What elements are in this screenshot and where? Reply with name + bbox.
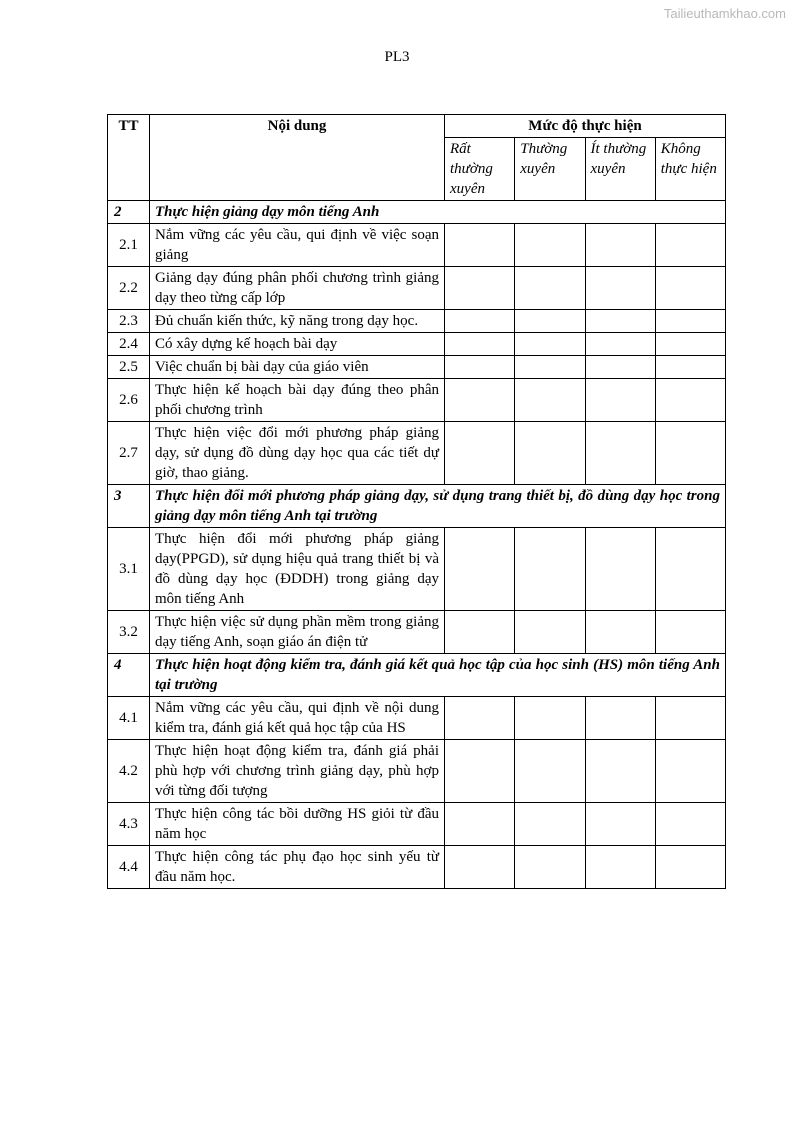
table-row — [108, 356, 726, 379]
item-number: 4.1 — [108, 697, 150, 740]
header-level-very-often: Rất thường xuyên — [445, 138, 515, 201]
item-number: 3.2 — [108, 611, 150, 654]
rating-cell-often[interactable] — [515, 224, 585, 267]
rating-cell-very-often[interactable] — [445, 356, 515, 379]
rating-cell-very-often[interactable] — [445, 422, 515, 485]
table-row — [108, 310, 726, 333]
rating-cell-very-often[interactable] — [445, 310, 515, 333]
rating-cell-never[interactable] — [655, 422, 725, 485]
item-number: 2.7 — [108, 422, 150, 485]
item-number: 2.1 — [108, 224, 150, 267]
rating-cell-rarely[interactable] — [585, 528, 655, 611]
item-text: Thực hiện việc sử dụng phần mềm trong giảng dạy tiếng Anh, soạn giáo án điện tử — [150, 611, 445, 654]
watermark: Tailieuthamkhao.com — [663, 6, 786, 21]
item-text: Nắm vững các yêu cầu, qui định về việc soạn giảng — [150, 224, 445, 267]
rating-cell-never[interactable] — [655, 740, 725, 803]
rating-cell-never[interactable] — [655, 697, 725, 740]
section-title: Thực hiện hoạt động kiểm tra, đánh giá kết quả học tập của học sinh (HS) môn tiếng Anh tại trường — [150, 654, 726, 697]
rating-cell-very-often[interactable] — [445, 611, 515, 654]
item-number: 2.6 — [108, 379, 150, 422]
section-title: Thực hiện giảng dạy môn tiếng Anh — [150, 201, 726, 224]
rating-cell-very-often[interactable] — [445, 528, 515, 611]
header-level-often: Thường xuyên — [515, 138, 585, 201]
item-text: Thực hiện công tác bồi dưỡng HS giỏi từ đầu năm học — [150, 803, 445, 846]
rating-cell-rarely[interactable] — [585, 611, 655, 654]
section-number: 4 — [108, 654, 150, 697]
rating-cell-never[interactable] — [655, 803, 725, 846]
rating-cell-very-often[interactable] — [445, 379, 515, 422]
item-number: 2.3 — [108, 310, 150, 333]
item-number: 2.2 — [108, 267, 150, 310]
rating-cell-often[interactable] — [515, 740, 585, 803]
rating-cell-never[interactable] — [655, 528, 725, 611]
rating-cell-rarely[interactable] — [585, 379, 655, 422]
item-text: Đủ chuẩn kiến thức, kỹ năng trong dạy học. — [150, 310, 445, 333]
rating-cell-very-often[interactable] — [445, 740, 515, 803]
rating-cell-very-often[interactable] — [445, 224, 515, 267]
rating-cell-often[interactable] — [515, 611, 585, 654]
item-number: 2.4 — [108, 333, 150, 356]
rating-cell-rarely[interactable] — [585, 356, 655, 379]
item-text: Giảng dạy đúng phân phối chương trình giảng dạy theo từng cấp lớp — [150, 267, 445, 310]
rating-cell-never[interactable] — [655, 379, 725, 422]
table-row — [108, 611, 726, 654]
table-row — [108, 224, 726, 267]
table-row — [108, 267, 726, 310]
rating-cell-rarely[interactable] — [585, 333, 655, 356]
item-text: Có xây dựng kế hoạch bài dạy — [150, 333, 445, 356]
rating-cell-rarely[interactable] — [585, 803, 655, 846]
rating-cell-often[interactable] — [515, 422, 585, 485]
item-number: 4.3 — [108, 803, 150, 846]
rating-cell-very-often[interactable] — [445, 846, 515, 889]
rating-cell-never[interactable] — [655, 224, 725, 267]
table-row — [108, 740, 726, 803]
rating-cell-often[interactable] — [515, 803, 585, 846]
item-number: 2.5 — [108, 356, 150, 379]
item-text: Thực hiện kế hoạch bài dạy đúng theo phân phối chương trình — [150, 379, 445, 422]
table-row — [108, 333, 726, 356]
rating-cell-often[interactable] — [515, 267, 585, 310]
table-row — [108, 803, 726, 846]
header-level-never: Không thực hiện — [655, 138, 725, 201]
rating-cell-never[interactable] — [655, 356, 725, 379]
rating-cell-rarely[interactable] — [585, 267, 655, 310]
rating-cell-never[interactable] — [655, 611, 725, 654]
table-body — [108, 201, 726, 889]
rating-cell-rarely[interactable] — [585, 740, 655, 803]
rating-cell-very-often[interactable] — [445, 267, 515, 310]
item-number: 4.4 — [108, 846, 150, 889]
table-row — [108, 846, 726, 889]
rating-cell-often[interactable] — [515, 379, 585, 422]
rating-cell-often[interactable] — [515, 310, 585, 333]
header-level: Mức độ thực hiện — [445, 115, 726, 138]
rating-cell-rarely[interactable] — [585, 422, 655, 485]
rating-cell-rarely[interactable] — [585, 224, 655, 267]
section-row — [108, 654, 726, 697]
header-content: Nội dung — [150, 115, 445, 201]
header-level-rarely: Ít thường xuyên — [585, 138, 655, 201]
survey-table — [107, 114, 726, 889]
rating-cell-never[interactable] — [655, 846, 725, 889]
item-number: 4.2 — [108, 740, 150, 803]
rating-cell-often[interactable] — [515, 697, 585, 740]
item-text: Nắm vững các yêu cầu, qui định về nội dung kiểm tra, đánh giá kết quả học tập của HS — [150, 697, 445, 740]
item-text: Việc chuẩn bị bài dạy của giáo viên — [150, 356, 445, 379]
header-tt: TT — [108, 115, 150, 201]
rating-cell-often[interactable] — [515, 333, 585, 356]
rating-cell-rarely[interactable] — [585, 697, 655, 740]
rating-cell-very-often[interactable] — [445, 333, 515, 356]
section-number: 2 — [108, 201, 150, 224]
section-number: 3 — [108, 485, 150, 528]
rating-cell-very-often[interactable] — [445, 697, 515, 740]
item-number: 3.1 — [108, 528, 150, 611]
section-row — [108, 201, 726, 224]
item-text: Thực hiện việc đổi mới phương pháp giảng dạy, sử dụng đồ dùng dạy học qua các tiết dự giờ, thao giảng. — [150, 422, 445, 485]
rating-cell-often[interactable] — [515, 528, 585, 611]
section-row — [108, 485, 726, 528]
table-row — [108, 379, 726, 422]
item-text: Thực hiện công tác phụ đạo học sinh yếu từ đầu năm học. — [150, 846, 445, 889]
section-title: Thực hiện đổi mới phương pháp giảng dạy, sử dụng trang thiết bị, đồ dùng dạy học trong giảng dạy môn tiếng Anh tại trường — [150, 485, 726, 528]
table-row — [108, 422, 726, 485]
page-label: PL3 — [384, 49, 410, 65]
rating-cell-very-often[interactable] — [445, 803, 515, 846]
table-row — [108, 528, 726, 611]
item-text: Thực hiện đổi mới phương pháp giảng dạy(PPGD), sử dụng hiệu quả trang thiết bị và đồ dùng dạy học (ĐDDH) trong giảng dạy môn tiếng Anh — [150, 528, 445, 611]
rating-cell-never[interactable] — [655, 310, 725, 333]
item-text: Thực hiện hoạt động kiểm tra, đánh giá phải phù hợp với chương trình giảng dạy, phù hợp với từng đối tượng — [150, 740, 445, 803]
rating-cell-never[interactable] — [655, 267, 725, 310]
rating-cell-rarely[interactable] — [585, 310, 655, 333]
rating-cell-often[interactable] — [515, 356, 585, 379]
rating-cell-rarely[interactable] — [585, 846, 655, 889]
rating-cell-often[interactable] — [515, 846, 585, 889]
table-row — [108, 697, 726, 740]
rating-cell-never[interactable] — [655, 333, 725, 356]
